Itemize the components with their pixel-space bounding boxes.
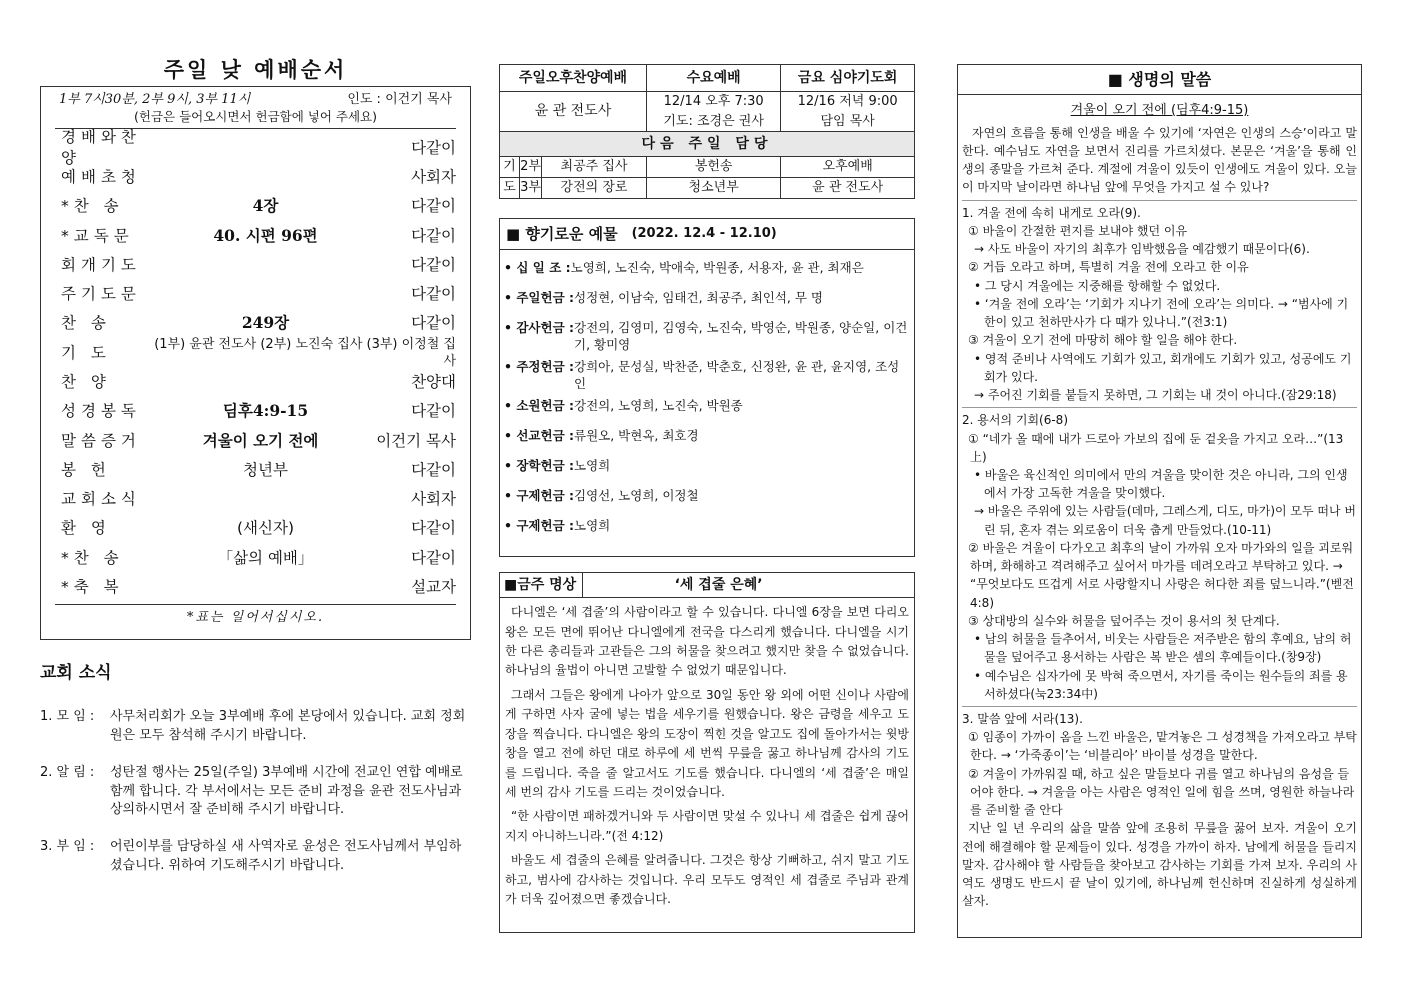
worship-item-row <box>55 544 456 573</box>
sermon-line: ① “네가 올 때에 내가 드로아 가보의 집에 둔 겉옷을 가지고 오라…”(13上) <box>968 431 1344 464</box>
worship-item-leader: 다같이 <box>411 197 456 216</box>
offering-type: • 장학헌금 : <box>504 457 574 473</box>
worship-item-name: 성경봉독 <box>61 402 141 421</box>
offering-names: 강희아, 문성실, 박찬준, 박춘호, 신정완, 윤 관, 윤지영, 조성인 <box>574 358 900 391</box>
prayer-label-1: 기 <box>500 157 520 177</box>
worship-order-box <box>40 86 471 640</box>
news-item-label: 2. 알 림 : <box>40 764 95 780</box>
sermon-line: ③ 상대방의 실수와 허물을 덮어주는 것이 용서의 첫 단계다. <box>968 613 1280 628</box>
next-part-3: 3부 <box>520 178 542 198</box>
worship-item-content: 청년부 <box>243 460 288 479</box>
worship-item-row <box>55 485 456 514</box>
word-of-life-header: ■ 생명의 말씀 <box>958 65 1361 95</box>
worship-item-row <box>55 397 456 426</box>
service-times: 1부 7시30분, 2부 9시, 3부 11시 <box>59 92 251 107</box>
news-item-text: 어린이부를 담당하실 새 사역자로 윤성은 전도사님께서 부임하셨습니다. 위하여 기도해주시기 바랍니다. <box>110 839 462 874</box>
offering-names: 강전의, 김영미, 김영숙, 노진숙, 박영순, 박원종, 양순일, 이건기, 황미영 <box>574 320 908 352</box>
offering-names: 성정현, 이남숙, 임태건, 최공주, 최인석, 무 명 <box>574 290 823 306</box>
worship-item-row <box>55 336 456 370</box>
church-news-title: 교회 소식 <box>40 663 112 683</box>
worship-item-content: 4장 <box>252 196 279 216</box>
meditation-body <box>500 598 914 920</box>
sermon-line: ② 바울은 겨울이 다가오고 최후의 날이 가까워 오자 마가와의 일을 괴로워하며, 화해하고 격려해주고 싶어서 마가를 데려오라고 부탁하고 있다. → “무엇보다도 뜨겁게 서로 사랑할지니 사랑은 허다한 죄를 덮느니라.”(벧전4:8) <box>968 540 1354 610</box>
wednesday-prayer: 기도: 조경은 권사 <box>647 112 781 132</box>
offerings-date: (2022. 12.4 - 12.10) <box>631 226 777 242</box>
offering-row <box>504 483 908 513</box>
next-prayer-2: 최공주 집사 <box>560 159 628 175</box>
worship-item-leader: 다같이 <box>411 548 456 567</box>
worship-item-name: *찬 송 <box>61 197 124 216</box>
next-part-2: 2부 <box>520 157 542 177</box>
offering-names: 노영희 <box>574 517 611 533</box>
left-column <box>40 56 471 894</box>
next-afternoon-leader: 윤 관 전도사 <box>781 178 915 199</box>
sermon-line: → 주어진 기회를 붙들지 못하면, 그 기회는 내 것이 아니다.(잠29:18) <box>974 388 1337 403</box>
sermon-line: • ‘겨울 전에 오라’는 ‘기회가 지나기 전에 오라’는 의미다. → “범사에 기한이 있고 천하만사가 다 때가 있나니.”(전3:1) <box>974 296 1349 330</box>
worship-item-row <box>55 573 456 602</box>
worship-items <box>55 128 456 602</box>
next-row-3-left <box>500 178 647 199</box>
word-of-life-body <box>958 95 1361 911</box>
worship-item-row <box>55 221 456 250</box>
offerings-title: ■ 향기로운 예물 <box>506 224 618 243</box>
sermon-line: • 바울은 육신적인 의미에서 만의 겨울을 맞이한 것은 아니라, 그의 인생에서 가장 고독한 겨울을 맞이했다. <box>974 467 1348 501</box>
worship-item-content: 겨울이 오기 전에 <box>202 430 319 450</box>
worship-item-leader: 다같이 <box>411 226 456 245</box>
sermon-conclusion: 지난 일 년 우리의 삶을 말씀 앞에 조용히 무릎을 꿇어 보자. 겨울이 오기 전에 해결해야 할 문제들이 있다. 성경을 가까이 하자. 남에게 허물을 들리지 말자. 감사해야 할 사람들을 찾아보고 감사하는 기회를 가져 보자. 우리의 사역도 생명도 반드시 끝 날이 있기에, 하나님께 헌신하며 진실하게 성실하게 살자. <box>962 821 1357 909</box>
worship-item-name: 찬 송 <box>61 314 111 333</box>
sermon-line: → 바울은 주위에 있는 사람들(데마, 그레스게, 디도, 마가)이 모두 떠나 버린 뒤, 혼자 겪는 외로움이 더욱 춥게 만들었다.(10-11) <box>974 504 1356 537</box>
next-afternoon-label: 오후예배 <box>781 157 915 178</box>
worship-item-leader: 다같이 <box>411 285 456 304</box>
worship-item-row <box>55 426 456 455</box>
meditation-header <box>500 573 914 598</box>
worship-item-leader: 찬양대 <box>411 372 456 391</box>
worship-item-leader: 다같이 <box>411 460 456 479</box>
worship-item-row <box>55 368 456 397</box>
worship-item-content: 40. 시편 96편 <box>213 225 318 245</box>
offering-type: • 십 일 조 : <box>504 260 571 276</box>
worship-item-leader: 다같이 <box>411 255 456 274</box>
worship-item-row <box>55 192 456 221</box>
sermon-line: ② 겨울이 가까워질 때, 하고 싶은 말들보다 귀를 열고 하나님의 음성을 들어야 한다. → 겨울을 아는 사람은 영적인 일에 힘을 쓰며, 영원한 하늘나라를 준비할 줄 안다 <box>968 766 1355 818</box>
worship-item-name: 봉 헌 <box>61 460 111 479</box>
meditation-paragraph: 바울도 세 겹줄의 은혜를 알려줍니다. 그것은 항상 기뻐하고, 쉬지 말고 기도하고, 범사에 감사하는 것입니다. 우리 모두도 영적인 세 겹줄로 주님과 관계가 더욱 깊어졌으면 좋겠습니다. <box>505 853 909 907</box>
offering-type: • 감사헌금 : <box>504 320 574 336</box>
worship-item-name: 기 도 <box>61 343 111 362</box>
friday-time: 12/16 저녁 9:00 <box>781 92 915 112</box>
worship-item-name: *축 복 <box>61 578 124 597</box>
sermon-line: 1. 겨울 전에 속히 내게로 오라(9). <box>962 205 1141 220</box>
next-prayer-3: 강전의 장로 <box>560 180 628 196</box>
church-news-list <box>40 708 471 876</box>
schedule-header-wednesday: 수요예배 <box>647 65 781 92</box>
wednesday-time: 12/14 오후 7:30 <box>647 92 781 112</box>
offering-row <box>504 393 908 423</box>
sermon-line: ① 바울이 간절한 편지를 보내야 했던 이유 <box>968 223 1188 238</box>
meditation-box <box>499 572 915 933</box>
sermon-line: ① 임종이 가까이 옴을 느낀 바울은, 맡겨놓은 그 성경책을 가져오라고 부탁한다. → ‘가죽종이’는 ‘비블리아’ 바이블 성경을 말한다. <box>968 730 1357 763</box>
worship-item-name: 주기도문 <box>61 285 141 304</box>
worship-item-leader: 사회자 <box>411 167 456 186</box>
prayer-label-2: 도 <box>500 178 520 198</box>
schedule-header-friday: 금요 심야기도회 <box>781 65 915 92</box>
offerings-box <box>499 218 915 557</box>
sermon-line: • 남의 허물을 들추어서, 비웃는 사람들은 저주받은 함의 후예요, 남의 허물을 덮어주고 용서하는 사람은 복 받은 셈의 후예들이다.(창9장) <box>974 632 1352 665</box>
worship-item-content: 249장 <box>241 313 290 333</box>
sermon-intro: 자연의 흐름을 통해 인생을 배울 수 있기에 ‘자연은 인생의 스승’이라고 말한다. 예수님도 자연을 보면서 진리를 가르치셨다. 본문은 ‘겨울’을 통해 인생의 종말을 가르쳐 준다. 계절에 겨울이 있듯이 인생에도 겨울이 있다. 오늘이 마지막 날이라면 하나님 앞에 무엇을 가지고 설 수 있나? <box>962 125 1357 195</box>
sermon-line: • 영적 준비나 사역에도 기회가 있고, 회개에도 기회가 있고, 성공에도 기회가 있다. <box>974 351 1352 384</box>
worship-item-row <box>55 456 456 485</box>
next-sunday-title: 다음 주일 담당 <box>500 132 915 157</box>
offering-row <box>504 285 908 315</box>
worship-item-leader: 이건기 목사 <box>376 431 456 450</box>
worship-item-leader: 다같이 <box>411 402 456 421</box>
worship-item-name: 말씀증거 <box>61 431 141 450</box>
offering-type: • 선교헌금 : <box>504 427 574 443</box>
sermon-line: • 그 당시 겨울에는 지중해를 항해할 수 없었다. <box>974 278 1221 293</box>
worship-item-leader: 다같이 <box>411 519 456 538</box>
worship-item-name: 예배초청 <box>61 167 141 186</box>
worship-item-row <box>55 309 456 338</box>
sunday-afternoon-leader: 윤 관 전도사 <box>500 92 647 132</box>
worship-item-content: (1부) 윤관 전도사 (2부) 노진숙 집사 (3부) 이정철 집사 <box>154 336 456 370</box>
sermon-line: • 예수님은 십자가에 못 박혀 죽으면서, 자기를 죽이는 원수들의 죄를 용서하셨다(눅23:34中) <box>974 668 1348 701</box>
next-offering-song-group: 청소년부 <box>647 178 781 199</box>
sermon-subtitle: 겨울이 오기 전에 (딤후4:9-15) <box>1070 103 1249 118</box>
offering-row <box>504 453 908 483</box>
schedule-table <box>499 64 915 199</box>
offering-row <box>504 423 908 453</box>
offering-row <box>504 315 908 354</box>
worship-item-content: 「삶의 예배」 <box>217 548 314 567</box>
meditation-paragraph: 다니엘은 ‘세 겹줄’의 사람이라고 할 수 있습니다. 다니엘 6장을 보면 다리오왕은 모든 면에 뛰어난 다니엘에게 전국을 다스리게 했습니다. 다니엘을 시기한 다른 총리들과 고관들은 그의 허물을 찾으려고 했지만 찾을 수 없었습니다. 하나님의 율법이 아니면 고발할 수 없었기 때문입니다. <box>505 605 909 678</box>
offering-type: • 구제헌금 : <box>504 487 574 503</box>
offering-names: 강전의, 노영희, 노진숙, 박원종 <box>574 397 743 413</box>
worship-item-name: *찬 송 <box>61 548 124 567</box>
worship-item-row <box>55 128 456 168</box>
worship-item-row <box>55 514 456 543</box>
word-of-life-box <box>957 64 1362 938</box>
offering-type: • 주정헌금 : <box>504 358 574 374</box>
worship-item-row <box>55 251 456 280</box>
offering-type: • 주일헌금 : <box>504 290 574 306</box>
worship-item-leader: 설교자 <box>411 578 456 597</box>
worship-order-title: 주일 낮 예배순서 <box>163 58 348 82</box>
worship-item-content: (새신자) <box>236 519 294 538</box>
offering-names: 류원오, 박현옥, 최호경 <box>574 427 699 443</box>
worship-item-content: 딤후4:9-15 <box>222 401 309 421</box>
worship-item-name: 찬 양 <box>61 372 111 391</box>
middle-column <box>499 64 915 933</box>
standing-footnote: *표는 일어서십시오. <box>55 604 456 627</box>
offering-note: (헌금은 들어오시면서 헌금함에 넣어 주세요) <box>55 109 456 130</box>
offerings-header <box>500 219 914 250</box>
worship-leader: 인도 : 이건기 목사 <box>347 92 452 107</box>
meditation-paragraph: 그래서 그들은 왕에게 나아가 앞으로 30일 동안 왕 외에 어떤 신이나 사람에게 구하면 사자 굴에 넣는 법을 세우기를 원했습니다. 왕은 금령을 세우고 도장을 찍습니다. 다니엘은 왕의 도장이 찍힌 것을 알고도 집에 돌아가서는 윗방 창을 열고 전에 하던 대로 하루에 세 번씩 무릎을 꿇고 하나님께 감사의 기도를 드립니다. 죽을 줄 알고서도 기도를 했습니다. 다니엘의 ‘세 겹줄’은 매일 세 번의 감사 기도를 드리는 것이었습니다. <box>505 687 909 800</box>
news-item-text: 성탄절 행사는 25일(주일) 3부예배 시간에 전교인 연합 예배로 함께 합니다. 각 부서에서는 모든 준비 과정을 윤관 전도사님과 상의하시면서 잘 준비해 주시기 바랍니다. <box>110 764 463 818</box>
news-item-label: 3. 부 임 : <box>40 839 95 855</box>
sermon-section-1 <box>962 200 1357 405</box>
friday-leader: 담임 목사 <box>781 112 915 132</box>
offerings-list <box>500 250 914 543</box>
news-item <box>40 708 471 746</box>
schedule-header-sunday: 주일오후찬양예배 <box>500 65 647 92</box>
sermon-line: 2. 용서의 기회(6-8) <box>962 413 1069 428</box>
sermon-line: ② 거듭 오라고 하며, 특별히 겨울 전에 오라고 한 이유 <box>968 260 1249 275</box>
worship-item-name: 회개기도 <box>61 255 141 274</box>
worship-item-row <box>55 280 456 309</box>
news-item-label: 1. 모 임 : <box>40 709 95 724</box>
sermon-line: 3. 말씀 앞에 서라(13). <box>962 712 1083 727</box>
right-column <box>957 64 1362 938</box>
sermon-section-2 <box>962 407 1357 703</box>
offering-row <box>504 354 908 393</box>
offering-names: 김영선, 노영희, 이정철 <box>574 487 699 503</box>
meditation-label: ■금주 명상 <box>500 573 583 597</box>
worship-item-name: 교회소식 <box>61 490 141 509</box>
news-item-text: 사무처리회가 오늘 3부예배 후에 본당에서 있습니다. 교회 정회원은 모두 참석해 주시기 바랍니다. <box>110 709 466 743</box>
worship-header <box>55 91 456 109</box>
offering-type: • 소원헌금 : <box>504 397 574 413</box>
worship-item-name: 환 영 <box>61 519 111 538</box>
sermon-line: ③ 겨울이 오기 전에 마땅히 해야 할 일을 해야 한다. <box>968 333 1238 348</box>
offering-row <box>504 255 908 285</box>
news-item <box>40 764 471 821</box>
sermon-section-3 <box>962 706 1357 819</box>
sermon-line: → 사도 바울이 자기의 최후가 임박했음을 예감했기 때문이다(6). <box>974 242 1310 257</box>
next-offering-song-label: 봉헌송 <box>647 157 781 178</box>
worship-item-name: 경배와찬양 <box>61 128 141 168</box>
meditation-paragraph: “한 사람이면 패하겠거니와 두 사람이면 맞설 수 있나니 세 겹줄은 쉽게 끊어지지 아니하느니라.”(전 4:12) <box>505 809 909 843</box>
worship-item-name: *교독문 <box>61 226 134 245</box>
offering-names: 노영희 <box>574 457 611 473</box>
meditation-title: ‘세 겹줄 은혜’ <box>674 576 763 593</box>
worship-item-row <box>55 163 456 192</box>
worship-item-leader: 사회자 <box>411 490 456 509</box>
news-item <box>40 838 471 876</box>
offering-names: 노영희, 노진숙, 박애숙, 박원종, 서용자, 윤 관, 최재은 <box>570 260 864 276</box>
worship-item-leader: 다같이 <box>411 138 456 157</box>
worship-item-leader: 다같이 <box>411 314 456 333</box>
offering-row <box>504 513 908 543</box>
offering-type: • 구제헌금 : <box>504 517 574 533</box>
next-row-2-left <box>500 157 647 178</box>
